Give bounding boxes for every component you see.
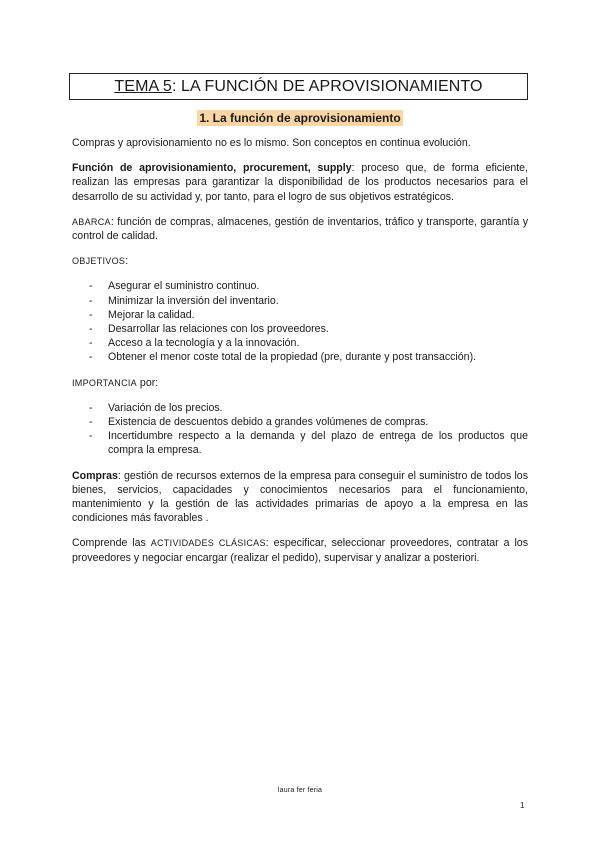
- importancia-suffix: por:: [136, 376, 159, 389]
- definition-text: : proceso que, de forma eficiente, realizan las empresas para garantizar la disponibilidad de los productos necesarios para el desarrollo de su actividad y, por tanto, para el logro de sus objetivos estratégicos.: [72, 162, 529, 203]
- section-heading-text: 1. La función de aprovisionamiento: [199, 111, 401, 125]
- abarca-label: ABARCA: [72, 216, 111, 227]
- list-item: - Variación de los precios.: [72, 401, 528, 415]
- document-body: [72, 136, 528, 565]
- objetivos-suffix: :: [125, 255, 129, 268]
- objetivos-list: [72, 279, 528, 364]
- list-item: - Existencia de descuentos debido a grandes volúmenes de compras.: [72, 415, 528, 429]
- list-item: - Acceso a la tecnología y a la innovación.: [72, 336, 528, 350]
- list-item: - Mejorar la calidad.: [72, 308, 528, 322]
- paragraph-abarca: [72, 215, 528, 243]
- paragraph-actividades: [72, 536, 528, 564]
- paragraph-intro: Compras y aprovisionamiento no es lo mismo. Son conceptos en continua evolución.: [72, 137, 471, 149]
- importancia-label: IMPORTANCIA: [72, 377, 137, 388]
- section-heading: [0, 110, 600, 126]
- objetivos-heading: [72, 254, 528, 268]
- list-item: - Obtener el menor coste total de la propiedad (pre, durante y post transacción).: [72, 350, 528, 364]
- page-number: 1: [520, 801, 525, 810]
- objetivos-label: OBJETIVOS: [72, 256, 126, 267]
- actividades-pre: Comprende las: [72, 537, 151, 550]
- paragraph-definition: [72, 161, 528, 204]
- list-item: - Minimizar la inversión del inventario.: [72, 294, 528, 308]
- document-title: [69, 73, 528, 100]
- actividades-label: ACTIVIDADES CLÁSICAS: [150, 538, 266, 549]
- footer-author: laura fer feria: [277, 787, 323, 794]
- compras-text: : gestión de recursos externos de la empresa para conseguir el suministro de todos los bienes, servicios, capacidades y conocimientos necesarios para el funcionamiento, mantenimiento y la gestión de las actividades primarias de apoyo a la empresa en las condiciones más favorables .: [72, 469, 528, 525]
- abarca-text: : función de compras, almacenes, gestión de inventarios, tráfico y transporte, garantía y control de calidad.: [72, 215, 528, 243]
- title-tema: TEMA 5: [114, 78, 172, 95]
- importancia-list: [72, 401, 528, 458]
- importancia-heading: [72, 376, 528, 390]
- list-item: - Desarrollar las relaciones con los proveedores.: [72, 322, 528, 336]
- title-text: : LA FUNCIÓN DE APROVISIONAMIENTO: [171, 78, 483, 95]
- definition-term: Función de aprovisionamiento, procurement, supply: [72, 162, 352, 175]
- list-item: - Asegurar el suministro continuo.: [72, 279, 528, 293]
- paragraph-compras: [72, 469, 528, 526]
- list-item: - Incertidumbre respecto a la demanda y del plazo de entrega de los productos que compra la empresa.: [72, 429, 528, 457]
- actividades-text: : especificar, seleccionar proveedores, contratar a los proveedores y negociar encargar (realizar el pedido), supervisar y analizar a posteriori.: [72, 537, 528, 564]
- compras-term: Compras: [72, 469, 118, 482]
